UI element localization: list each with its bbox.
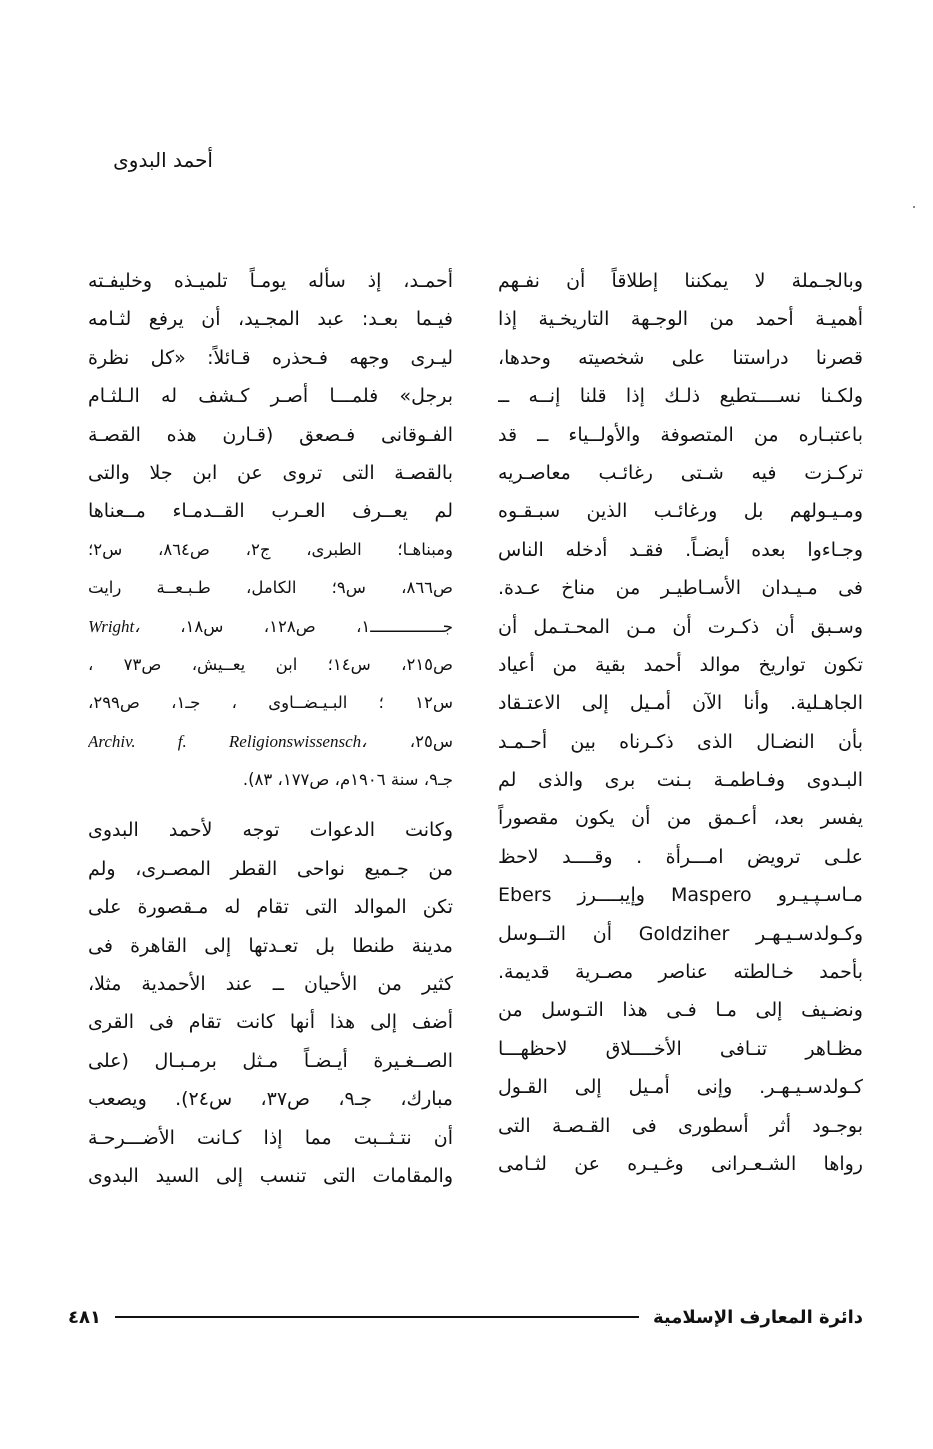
text-line: قصرنا دراستنا على شخصيته وحدها، <box>498 346 863 369</box>
text-line: تكون تواريخ موالد أحمد بقية من أعياد <box>498 653 863 676</box>
page-number: ٤٨١ <box>68 1306 101 1328</box>
text-line: لم يعــرف العـرب القــدمـاء مــعناها <box>88 500 453 523</box>
text-line: رواها الشـعـرانى وغـيـره عن لثـامى <box>498 1152 863 1175</box>
text-line <box>88 608 453 646</box>
text-line: فيـما بعـد: عبد المجـيد، أن يرفع لثـامه <box>88 308 453 331</box>
reference-text: س٢٥، <box>409 731 453 751</box>
text-line: فى مـيـدان الأسـاطيـر من مناخ عـدة. <box>498 577 863 600</box>
text-line: أضف إلى هذا أنها كانت تقام فى القرى <box>88 1011 453 1034</box>
text-line: بالقصـة التى تروى عن ابن جلا والتى <box>88 461 453 484</box>
text-line: ومبناهـا؛ الطبرى، ج٢، ص٨٦٤، س٢؛ <box>88 539 453 559</box>
text-line: وسـبق أن ذكـرت أن مـن المحـتـمل أن <box>498 615 863 638</box>
text-line: برجل» فلمـــا أصـر كـشف له الـلثـام <box>88 385 453 408</box>
latin-reference: Wright، <box>88 616 140 636</box>
text-line: مظـاهر تنـافى الأخــــلاق لاحظهـــا <box>498 1037 863 1060</box>
text-line: ليـرى وجهه فـحذره قـائلاً: «كل نظرة <box>88 346 453 369</box>
text-line: الفـوقانى فـصعق (قـارن هذه القصـة <box>88 423 453 446</box>
text-line: س١٢ ؛ البـيـضــاوى ، جـ١، ص٢٩٩، <box>88 693 453 713</box>
text-line: باعتبـاره من المتصوفة والأولــياء ــ قد <box>498 423 863 446</box>
text-line: مـاسـپـيـرو Maspero وإيبــــرز Ebers <box>498 884 863 907</box>
text-line: مبارك، جـ٩، ص٣٧، س٢٤). ويصعب <box>88 1088 453 1111</box>
text-line: تركـزت فيه شـتى رغائـب معاصـريه <box>498 461 863 484</box>
text-line: جـ٩، سنة ١٩٠٦م، ص١٧٧، ٨٣). <box>242 770 453 790</box>
text-line: وبالجـملة لا يمكننا إطلاقاً أن نفـهم <box>498 270 863 292</box>
text-line: يفسر بعد، أعـمق من أن يكون مقصوراً <box>498 807 863 830</box>
text-line: بأن النضـال الذى ذكـرناه بين أحـمـد <box>498 730 863 753</box>
text-line: وكانت الدعوات توجه لأحمد البدوى <box>88 819 453 842</box>
text-line: مدينة طنطا بل تعـدتها إلى القاهرة فى <box>88 934 453 957</box>
latin-reference: Archiv. f. Religionswissensch، <box>88 731 367 751</box>
text-line: الصــغـيرة أيـضـاً مـثل برمـبـال (على <box>88 1049 453 1072</box>
text-line: أن نتـثــبت مما إذا كـانت الأضـــرحـة <box>88 1126 453 1149</box>
reference-text: جـــــــــــــــ١، ص١٢٨، س١٨، <box>180 616 453 636</box>
text-line: ص٨٦٦، س٩؛ الكامل، طـبـعــة رايت <box>88 578 453 598</box>
text-line <box>88 723 453 761</box>
left-column <box>88 262 453 1195</box>
text-line: بأحمد خـالطته عناصر مصـرية قديمة. <box>498 961 863 984</box>
text-line: والمقامات التى تنسب إلى السيد البدوى <box>88 1164 453 1187</box>
text-line: أحمـد، إذ سأله يومـاً تلميـذه وخليفـته <box>88 270 453 292</box>
text-line: ولكـنا نســــتطيع ذلـك إذا قلنا إنــه ــ <box>498 385 863 408</box>
page-footer <box>68 1302 863 1332</box>
running-head: أحمد البدوى <box>113 148 213 172</box>
text-line: ونضـيف إلى مـا فـى هذا التـوسل من <box>498 999 863 1022</box>
text-line: علـى ترويض امـــرأة . وقــــد لاحظ <box>498 845 863 868</box>
scan-speck <box>913 206 915 208</box>
footer-rule <box>115 1316 639 1318</box>
right-column <box>498 262 863 1183</box>
text-line: ص٢١٥، س١٤؛ ابن يعــيش، ص٧٣ ، <box>88 654 453 674</box>
text-line: من جـميع نواحى القطر المصـرى، ولم <box>88 857 453 880</box>
text-line: الجاهـلية. وأنا الآن أمـيل إلى الاعتـقاد <box>498 692 863 715</box>
text-line: كـولدسـيـهـر. وإنى أمـيل إلى القـول <box>498 1076 863 1099</box>
text-line: بوجـود أثر أسطورى فى القـصـة التى <box>498 1114 863 1137</box>
text-line: وجـاءوا بعده أيضـاً. فقـد أدخله الناس <box>498 538 863 561</box>
text-line: تكن الموالد التى تقام له مـقصورة على <box>88 896 453 919</box>
text-line: ومـيـولهم بل ورغائـب الذين سبـقـوه <box>498 500 863 523</box>
text-line: البـدوى وفـاطمـة بـنت برى والذى لم <box>498 769 863 792</box>
text-line: أهميـة أحمد من الوجـهة التاريخـية إذا <box>498 308 863 331</box>
footer-title: دائرة المعارف الإسلامية <box>652 1306 863 1328</box>
text-line: كثير من الأحيان ــ عند الأحمدية مثلا، <box>88 973 453 996</box>
text-line: وكـولدسـيـهـر Goldziher أن التــوسل <box>498 922 863 945</box>
